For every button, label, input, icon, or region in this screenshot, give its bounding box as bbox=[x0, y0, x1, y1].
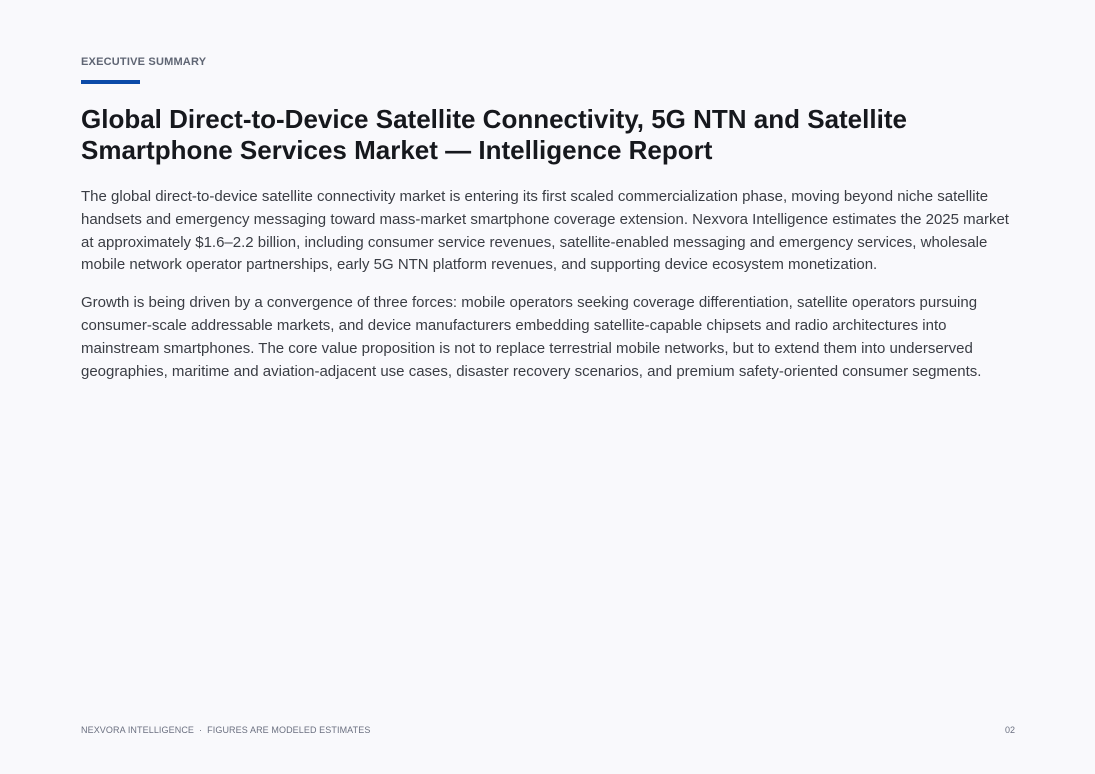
paragraph-1: The global direct-to-device satellite connectivity market is entering its first scaled commercialization phase, moving beyond niche satellite handsets and emergency messaging toward mass-market smartphone coverage extension. Nexvora Intelligence estimates the 2025 market at approximately $1.6–2.2 billion, including consumer service revenues, satellite-enabled messaging and emergency services, wholesale mobile network operator partnerships, early 5G NTN platform revenues, and supporting device ecosystem monetization. bbox=[81, 188, 1009, 274]
footer-brand: NEXVORA INTELLIGENCE bbox=[81, 725, 195, 735]
footer-note: FIGURES ARE MODELED ESTIMATES bbox=[207, 725, 371, 735]
section-label: EXECUTIVE SUMMARY bbox=[81, 56, 207, 68]
paragraph-2: Growth is being driven by a convergence of three forces: mobile operators seeking coverage differentiation, satellite operators pursuing consumer-scale addressable markets, and device manufacturers embedding satellite-capable chipsets and radio architectures into mainstream smartphones. The core value proposition is not to replace terrestrial mobile networks, but to extend them into underserved geographies, maritime and aviation-adjacent use cases, disaster recovery scenarios, and premium safety-oriented consumer segments. bbox=[81, 294, 982, 380]
body-text bbox=[81, 186, 1015, 398]
footer-separator: · bbox=[199, 725, 203, 735]
report-page bbox=[81, 0, 1015, 774]
footer-left bbox=[81, 725, 370, 735]
page-number: 02 bbox=[1004, 725, 1015, 735]
page-title: Global Direct-to-Device Satellite Connectivity, 5G NTN and Satellite Smartphone Services Market — Intelligence Report bbox=[81, 104, 907, 165]
accent-bar bbox=[81, 80, 140, 84]
